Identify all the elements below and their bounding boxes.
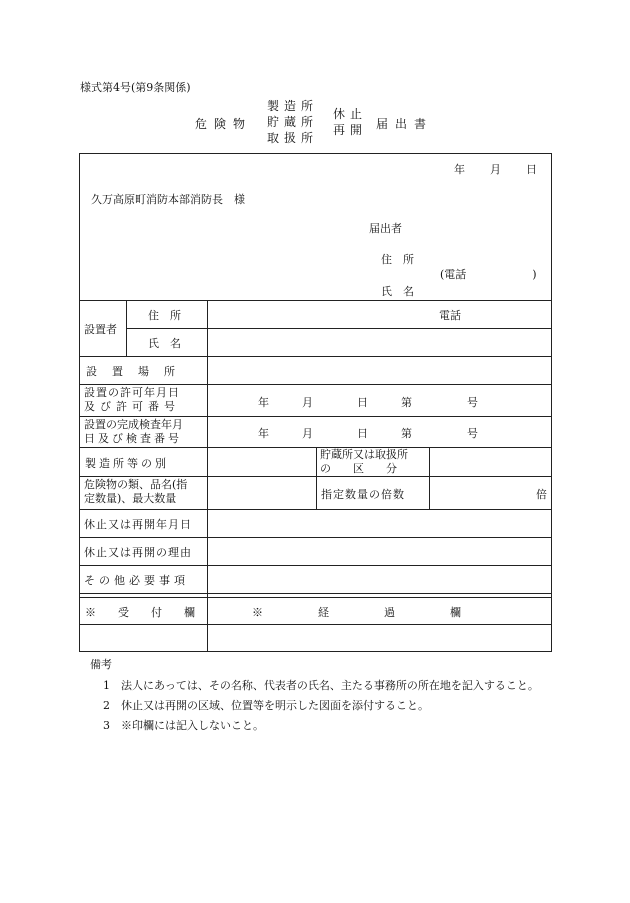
progress-label: ※ 経 過 欄 xyxy=(252,606,461,619)
rule xyxy=(80,509,551,510)
hazmat-label-line1: 危険物の類、品名(指 xyxy=(84,478,188,491)
multiple-unit: 倍 xyxy=(536,488,547,501)
title-saikai: 再開 xyxy=(333,123,368,137)
title-toriatsukaisho: 取扱所 xyxy=(267,131,319,145)
reception-label: ※ 受 付 欄 xyxy=(85,606,195,619)
suspend-reason-label: 休止又は再開の理由 xyxy=(84,546,192,559)
form-table xyxy=(79,153,552,652)
setter-label: 設置者 xyxy=(84,323,117,336)
applicant-name-label: 氏 名 xyxy=(381,285,414,298)
rule xyxy=(80,384,551,385)
suspend-date-label: 休止又は再開年月日 xyxy=(84,518,192,531)
rule xyxy=(80,537,551,538)
location-label: 設 置 場 所 xyxy=(86,365,177,378)
inspection-value: 年 月 日 第 号 xyxy=(258,427,478,440)
title-kyushi: 休止 xyxy=(333,107,368,121)
rule xyxy=(126,300,127,356)
rule xyxy=(80,624,551,625)
other-matters-label: その他必要事項 xyxy=(84,574,189,587)
rule xyxy=(207,300,208,651)
rule xyxy=(126,328,551,329)
permit-label-line1: 設置の許可年月日 xyxy=(84,386,180,399)
inspection-label-line2: 日及び検査番号 xyxy=(84,432,182,445)
storage-category-line2: の 区 分 xyxy=(320,462,397,475)
permit-value: 年 月 日 第 号 xyxy=(258,396,478,409)
setter-phone-label: 電話 xyxy=(439,309,461,322)
inspection-label-line1: 設置の完成検査年月 xyxy=(84,418,183,431)
rule xyxy=(80,597,551,598)
date-year: 年 xyxy=(454,163,465,176)
rule xyxy=(429,447,430,509)
title-todokede: 届出書 xyxy=(376,117,434,131)
note-item: 2 休止又は再開の区域、位置等を明示した図面を添付すること。 xyxy=(103,699,429,712)
setter-address-label: 住 所 xyxy=(148,309,181,322)
title-kiken: 危険物 xyxy=(195,117,253,131)
date-day: 日 xyxy=(526,163,537,176)
setter-name-label: 氏 名 xyxy=(148,337,181,350)
rule xyxy=(80,565,551,566)
applicant-label: 届出者 xyxy=(369,222,402,235)
title-suspend-resume xyxy=(333,106,367,138)
rule xyxy=(80,300,551,301)
note-item: 1 法人にあっては、その名称、代表者の氏名、主たる事務所の所在地を記入すること。 xyxy=(103,679,539,692)
notes-heading: 備考 xyxy=(90,658,112,671)
multiple-label: 指定数量の倍数 xyxy=(321,488,405,501)
note-item: 3 ※印欄には記入しないこと。 xyxy=(103,719,264,732)
storage-category-label xyxy=(320,448,408,476)
hazmat-label xyxy=(84,478,187,506)
title-facility-stack xyxy=(267,98,318,146)
facility-type-label: 製造所等の別 xyxy=(85,457,169,470)
applicant-phone-label: (電話 ) xyxy=(440,268,537,281)
storage-category-line1: 貯蔵所又は取扱所 xyxy=(320,448,408,461)
applicant-address-label: 住 所 xyxy=(381,253,414,266)
rule xyxy=(80,356,551,357)
permit-label xyxy=(84,386,180,414)
title-chozosho: 貯蔵所 xyxy=(267,115,319,129)
title-seizosho: 製造所 xyxy=(267,99,319,113)
date-month: 月 xyxy=(490,163,501,176)
permit-label-line2: 及び許可番号 xyxy=(84,400,180,413)
inspection-label xyxy=(84,418,183,446)
hazmat-label-line2: 定数量)、最大数量 xyxy=(84,492,177,505)
rule xyxy=(80,416,551,417)
addressee: 久万高原町消防本部消防長 様 xyxy=(91,193,245,206)
rule xyxy=(80,593,551,594)
form-number: 様式第4号(第9条関係) xyxy=(80,81,191,94)
rule xyxy=(316,447,317,509)
